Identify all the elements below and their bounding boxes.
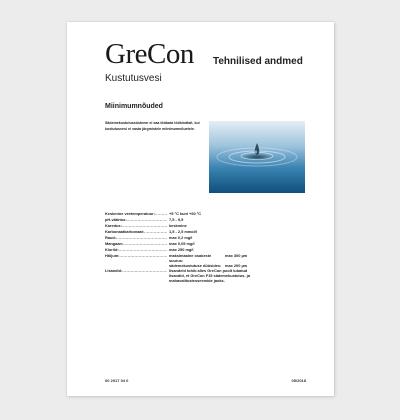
spec-label bbox=[105, 211, 167, 216]
spec-row bbox=[105, 268, 305, 283]
spec-label bbox=[105, 217, 167, 222]
water-drop-illustration bbox=[209, 121, 305, 193]
spec-value bbox=[169, 217, 305, 222]
document-number: 00 2917 04 0 bbox=[105, 378, 129, 383]
spec-value bbox=[169, 223, 305, 228]
spec-value-line: 1,5 - 2,5 mmol/l bbox=[169, 229, 197, 234]
spec-label bbox=[105, 235, 167, 240]
spec-value-line: mahavalitustesseemide jaoks. bbox=[169, 278, 225, 283]
spec-label bbox=[105, 253, 167, 258]
spec-subline bbox=[169, 253, 305, 263]
spec-value bbox=[169, 268, 305, 283]
spec-label-text: Keskmine veetemperatuur: bbox=[105, 211, 155, 216]
spec-label bbox=[105, 241, 167, 246]
spec-value-line: +5 °C kuni +60 °C bbox=[169, 211, 202, 216]
spec-value-line: max 0,05 mg/l bbox=[169, 241, 195, 246]
spec-table bbox=[105, 211, 305, 283]
spec-value-line: max 0,2 mg/l bbox=[169, 235, 193, 240]
spec-value bbox=[169, 235, 305, 240]
spec-subline-name: maksimaalne osakeste suurus: bbox=[169, 253, 212, 263]
spec-label-text: Karedus: bbox=[105, 223, 122, 228]
spec-subline-name: sädemekustutuse düüsides: bbox=[169, 263, 222, 268]
spec-value-line: 7,5 - 9,5 bbox=[169, 217, 184, 222]
document-page bbox=[67, 22, 334, 396]
spec-label-text: Mangaan: bbox=[105, 241, 124, 246]
spec-row bbox=[105, 253, 305, 268]
spec-value bbox=[169, 247, 305, 252]
spec-label-text: Lisandid: bbox=[105, 268, 123, 273]
spec-label-text: pH-väärtus: bbox=[105, 217, 127, 222]
spec-label bbox=[105, 223, 167, 228]
spec-label bbox=[105, 268, 167, 273]
spec-subline-value: max 200 µm bbox=[225, 263, 248, 268]
spec-label bbox=[105, 247, 167, 252]
spec-value bbox=[169, 229, 305, 234]
spec-value-line: keskmine bbox=[169, 223, 187, 228]
brand-logo: GreCon bbox=[105, 38, 194, 70]
spec-subline-value: max 300 µm bbox=[225, 253, 248, 258]
water-drop-image bbox=[209, 121, 305, 193]
spec-value bbox=[169, 241, 305, 246]
section-title: Miinimumnõuded bbox=[105, 103, 163, 110]
document-subtitle: Kustutusvesi bbox=[105, 73, 162, 84]
document-heading: Tehnilised andmed bbox=[213, 56, 303, 67]
intro-paragraph: Sädemekustutussüsteem ei saa töötada töökindlalt, kui kustutusvesi ei vasta järgmistele miinimumnõuetele. bbox=[105, 121, 200, 131]
spec-value-line: max 250 mg/l bbox=[169, 247, 194, 252]
spec-value bbox=[169, 211, 305, 216]
document-date: 05/2018 bbox=[291, 378, 306, 383]
spec-label-text: Raud: bbox=[105, 235, 117, 240]
spec-label-text: Kloriid: bbox=[105, 247, 119, 252]
spec-label-text: Hõljum: bbox=[105, 253, 120, 258]
spec-label bbox=[105, 229, 167, 234]
spec-value-line: lisandid, et GreCon F15 sädemekustutus- ja bbox=[169, 273, 250, 278]
spec-label-text: Karbonaatkarbonaat: bbox=[105, 229, 145, 234]
spec-value-line: lisandeid tohib alles GreCon poolt lubatud bbox=[169, 268, 248, 273]
spec-value bbox=[169, 253, 305, 268]
